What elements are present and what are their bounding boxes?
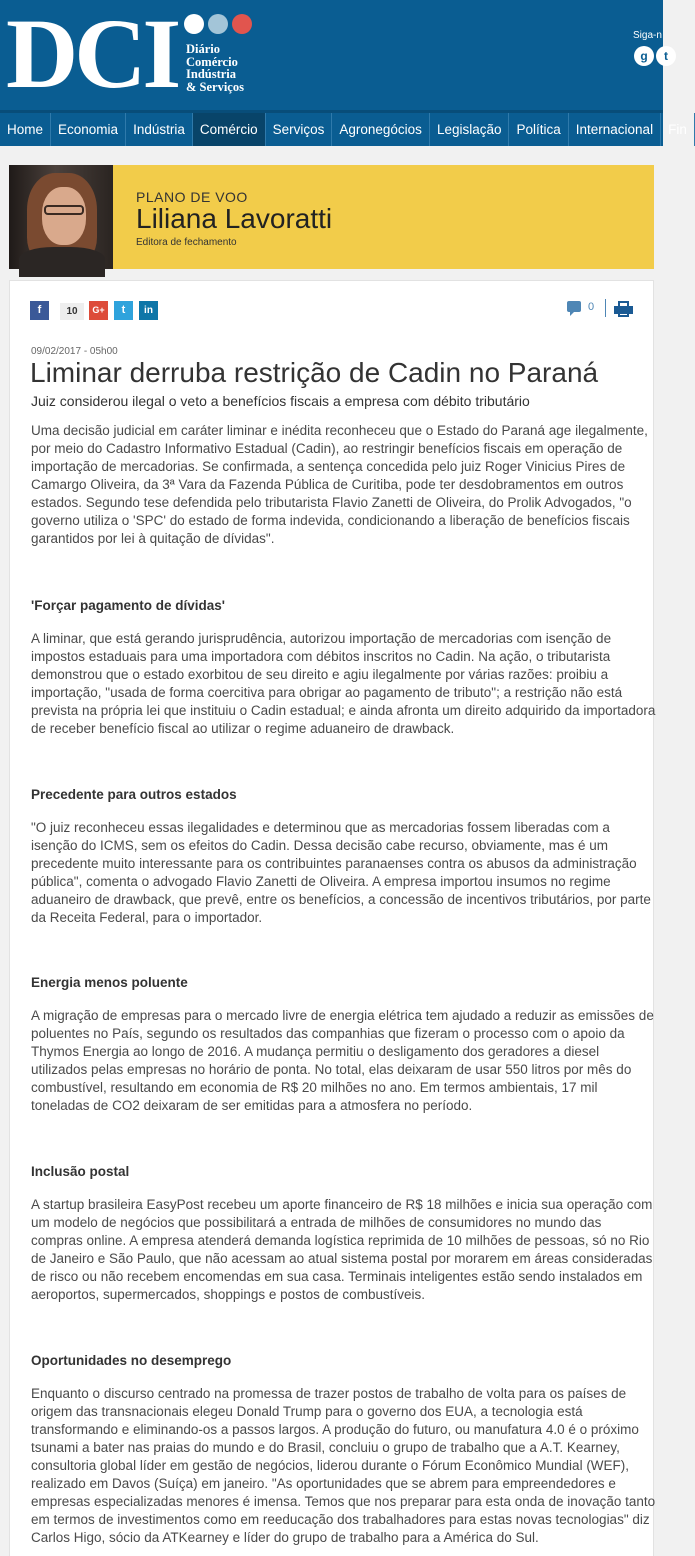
nav-item-internacional[interactable]: Internacional — [569, 113, 661, 146]
section-paragraph — [31, 630, 656, 738]
article-subtitle: Juiz considerou ilegal o veto a benefícios fiscais a empresa com débito tributário — [31, 393, 530, 409]
paragraph-line: Camargo Oliveira, da 3ª Vara da Fazenda Pública de Curitiba, pode ter desdobramentos em outros — [31, 477, 624, 492]
logo-dot-blue — [208, 14, 228, 34]
paragraph-line: precedente muito interessante para os contribuintes paranaenses contra os abusos da administração — [31, 856, 637, 871]
paragraph-line: em termos de investimentos como em reeducação dos trabalhadores para estas novas tecnologias" diz — [31, 1512, 650, 1527]
paragraph-line: empresas especializadas menores é imensa. Temos que nos preparar para esta onda de inovação tanto — [31, 1494, 656, 1509]
article — [9, 280, 654, 1556]
nav-item-home[interactable]: Home — [0, 113, 51, 146]
paragraph-line: de Janeiro e São Paulo, que não acessam ao atual sistema postal por morarem em áreas consideradas — [31, 1251, 653, 1266]
paragraph-line: importação de mercadorias. Se confirmada, a sentença concedida pelo juiz Roger Vinicius Pires de — [31, 459, 626, 474]
nav-item-industria[interactable]: Indústria — [126, 113, 193, 146]
twitter-share-icon[interactable]: t — [114, 301, 133, 320]
paragraph-line: realizado em Davos (Suíça) em janeiro. "As oportunidades que se abrem para empreendedores e — [31, 1476, 616, 1491]
paragraph-line: A migração de empresas para o mercado livre de energia elétrica tem ajudado a reduzir as emissões de — [31, 1008, 654, 1023]
site-header — [0, 0, 668, 110]
linkedin-share-icon[interactable]: in — [139, 301, 158, 320]
logo-line: Indústria — [186, 67, 237, 81]
section-heading: Oportunidades no desemprego — [31, 1353, 232, 1368]
paragraph-line: governo utiliza o 'SPC' do estado de forma indevida, condicionando a liberação de benefícios fiscais — [31, 513, 630, 528]
article-date: 09/02/2017 - 05h00 — [31, 346, 118, 357]
paragraph-line: demonstrou que o estado exorbitou de seu direito e agiu ilegalmente por várias razões: proibiu a — [31, 667, 609, 682]
paragraph-line: combustível, resultando em economia de R$ 20 milhões no ano. Em termos ambientais, 17 mil — [31, 1080, 598, 1095]
share-count: 10 — [60, 303, 84, 320]
g-plus-icon[interactable]: g — [634, 46, 654, 66]
nav-item-comercio[interactable]: Comércio — [193, 113, 266, 146]
article-intro — [31, 422, 648, 548]
logo-dot-white — [184, 14, 204, 34]
section-paragraph — [31, 1385, 656, 1547]
section-paragraph — [31, 819, 651, 927]
paragraph-line: de receber benefício fiscal ao utilizar o regime aduaneiro de drawback. — [31, 721, 455, 736]
paragraph-line: Carlos Higo, sócio da ATKearney e líder do grupo de trabalho para a América do Sul. — [31, 1530, 539, 1545]
paragraph-line: "O juiz reconheceu essas ilegalidades e determinou que as mercadorias fossem liberadas com a — [31, 820, 610, 835]
paragraph-line: de risco ou não recebem encomendas em sua casa. Terminais inteligentes estão sendo instalados em — [31, 1269, 643, 1284]
paragraph-line: Enquanto o discurso centrado na promessa de trazer postos de trabalho de volta para os países de — [31, 1386, 627, 1401]
section-paragraph — [31, 1007, 654, 1115]
paragraph-line: da Receita Federal, para o importador. — [31, 910, 263, 925]
paragraph-line: aduaneiro de drawback, que prevê, entre os benefícios, a concessão de incentivos tributários, por parte — [31, 892, 651, 907]
paragraph-line: pública", comenta o advogado Flavio Zanetti de Oliveira. A empresa importou insumos no regime — [31, 874, 611, 889]
paragraph-line: compras online. A empresa atenderá demanda logística reprimida de 10 milhões de pessoas, só no Rio — [31, 1233, 650, 1248]
paragraph-line: Uma decisão judicial em caráter liminar e inédita reconheceu que o Estado do Paraná age ilegalmente, — [31, 423, 648, 438]
section-paragraph — [31, 1196, 653, 1304]
section-heading: 'Forçar pagamento de dívidas' — [31, 598, 225, 613]
paragraph-line: consultoria global líder em gestão de negócios, liderou durante o Fórum Econômico Mundial (WEF), — [31, 1458, 630, 1473]
paragraph-line: aeroportos, supermercados, shoppings e postos de combustíveis. — [31, 1287, 425, 1302]
paragraph-line: por meio do Cadastro Informativo Estadual (Cadin), ao restringir benefícios fiscais em operação de — [31, 441, 623, 456]
paragraph-line: utilizados pelas empresas no horário de ponta. No total, elas deixaram de usar 550 litros por mês do — [31, 1062, 632, 1077]
facebook-share-icon[interactable]: f — [30, 301, 49, 320]
section-heading: Precedente para outros estados — [31, 787, 237, 802]
toolbar-divider — [605, 299, 606, 317]
author-name[interactable]: Liliana Lavoratti — [136, 203, 333, 234]
paragraph-line: origem das transnacionais elegeu Donald Trump para o governo dos EUA, a tecnologia está — [31, 1404, 583, 1419]
column-name[interactable]: PLANO DE VOO — [136, 189, 248, 205]
logo-dot-red — [232, 14, 252, 34]
nav-item-servicos[interactable]: Serviços — [266, 113, 333, 146]
column-author-banner — [9, 165, 654, 269]
section-heading: Energia menos poluente — [31, 975, 188, 990]
paragraph-line: importação, "usada de forma coercitiva para obrigar ao pagamento de tributo"; a restrição não está — [31, 685, 623, 700]
paragraph-line: poluentes no País, segundo os resultados das companhias que fizeram o processo com o apoio da — [31, 1026, 625, 1041]
nav-item-financas[interactable]: Fin — [661, 113, 695, 146]
google-plus-share-icon[interactable]: G+ — [89, 301, 108, 320]
paragraph-line: toneladas de CO2 deixaram de ser emitidas para a atmosfera no período. — [31, 1098, 473, 1113]
paragraph-line: impostos estaduais para uma importadora com débitos inscritos no Cadin. Na ação, o tributarista — [31, 649, 611, 664]
twitter-icon[interactable]: t — [656, 46, 676, 66]
nav-item-politica[interactable]: Política — [509, 113, 568, 146]
nav-item-agronegocios[interactable]: Agronegócios — [332, 113, 430, 146]
logo-tagline — [186, 43, 276, 93]
paragraph-line: garantidos por lei à quitação de dívidas". — [31, 531, 275, 546]
print-icon[interactable] — [614, 301, 633, 317]
logo-line: Diário — [186, 42, 221, 56]
logo-line: Comércio — [186, 54, 238, 69]
paragraph-line: estados. Segundo tese defendida pelo tributarista Flavio Zanetti de Oliveira, do Prolik Advogados, "o — [31, 495, 632, 510]
nav-item-economia[interactable]: Economia — [51, 113, 126, 146]
site-logo[interactable]: DCI — [6, 0, 178, 109]
paragraph-line: prevista na própria lei que instituiu o Cadin estadual; e ainda afronta um direito adquirido da importadora — [31, 703, 656, 718]
author-role: Editora de fechamento — [136, 237, 237, 248]
author-photo — [9, 165, 113, 269]
paragraph-line: tsunami a bater nas praias do mundo e do Brasil, concluiu o grupo de trabalho que a A.T. Kearney, — [31, 1440, 620, 1455]
paragraph-line: um modelo de negócios que possibilitará a entrada de milhões de consumidores no mundo das — [31, 1215, 602, 1230]
paragraph-line: isenção do ICMS, sem os efeitos do Cadin. Dessa decisão cabe recurso, obviamente, mas é um — [31, 838, 609, 853]
logo-line: & Serviços — [186, 79, 244, 94]
main-nav — [0, 110, 687, 146]
nav-item-legislacao[interactable]: Legislação — [430, 113, 510, 146]
paragraph-line: transformando e eliminando-os a passos largos. A produção do futuro, ou manufatura 4.0 é o próximo — [31, 1422, 639, 1437]
paragraph-line: Thymos Energia ao longo de 2016. A mudança permitiu o desligamento dos geradores a diesel — [31, 1044, 600, 1059]
paragraph-line: A startup brasileira EasyPost recebeu um aporte financeiro de R$ 18 milhões e inicia sua operação com — [31, 1197, 653, 1212]
follow-label: Siga-n — [633, 30, 662, 41]
paragraph-line: A liminar, que está gerando jurisprudência, autorizou importação de mercadorias com isenção de — [31, 631, 612, 646]
comment-count[interactable]: 0 — [588, 301, 595, 313]
article-title: Liminar derruba restrição de Cadin no Paraná — [30, 357, 599, 388]
comment-icon[interactable] — [567, 301, 581, 312]
section-heading: Inclusão postal — [31, 1164, 130, 1179]
